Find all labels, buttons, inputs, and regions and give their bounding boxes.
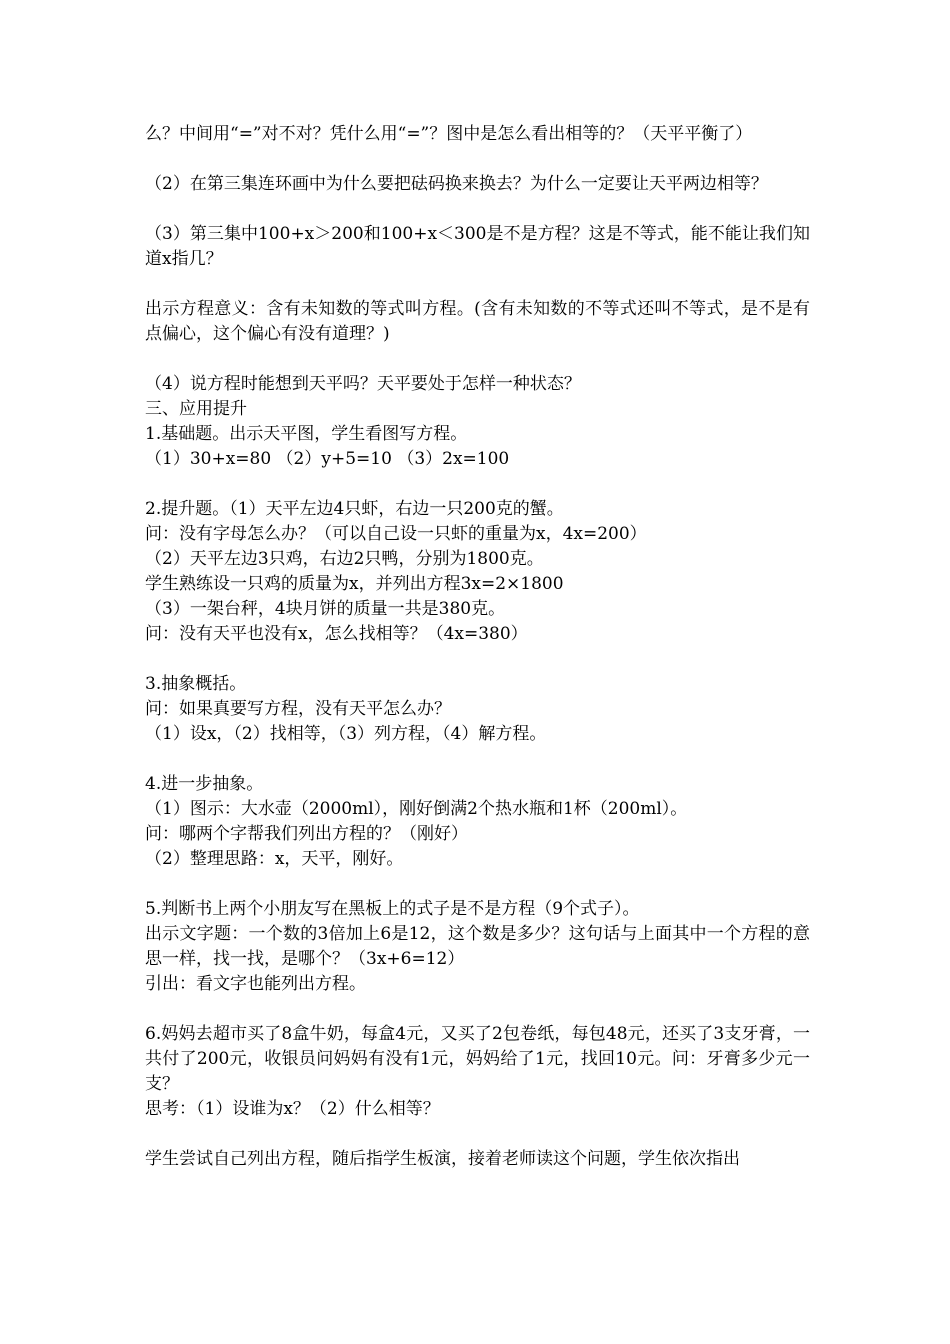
blank-line [145, 472, 810, 497]
paragraph: （2）整理思路：x，天平，刚好。 [145, 849, 404, 869]
paragraph: 问：没有字母怎么办？（可以自己设一只虾的重量为x，4x=200） [145, 524, 647, 544]
paragraph: （3）一架台秤，4块月饼的质量一共是380克。 [145, 599, 506, 619]
blank-line [145, 147, 810, 172]
blank-line [145, 747, 810, 772]
paragraph: （1）设x，（2）找相等，（3）列方程，（4）解方程。 [145, 724, 547, 744]
paragraph: 4.进一步抽象。 [145, 774, 264, 794]
paragraph: 么？中间用“=”对不对？凭什么用“=”？图中是怎么看出相等的？（天平平衡了） [145, 124, 753, 144]
paragraph: 学生尝试自己列出方程，随后指学生板演，接着老师读这个问题，学生依次指出 [145, 1149, 740, 1169]
paragraph: （1）30+x=80 （2）y+5=10 （3）2x=100 [145, 449, 510, 469]
blank-line [145, 272, 810, 297]
paragraph: 6.妈妈去超市买了8盒牛奶，每盒4元，又买了2包卷纸，每包48元，还买了3支牙膏，一共付了200元，收银员问妈妈有没有1元，妈妈给了1元，找回10元。问：牙膏多少元一支？ [145, 1024, 810, 1094]
paragraph: 引出：看文字也能列出方程。 [145, 974, 366, 994]
paragraph: 问：如果真要写方程，没有天平怎么办？ [145, 699, 451, 719]
blank-line [145, 197, 810, 222]
paragraph: 问：没有天平也没有x，怎么找相等？（4x=380） [145, 624, 528, 644]
paragraph: （4）说方程时能想到天平吗？天平要处于怎样一种状态？ [145, 374, 581, 394]
document-body [145, 122, 810, 1172]
paragraph: （2）在第三集连环画中为什么要把砝码换来换去？为什么一定要让天平两边相等？ [145, 174, 768, 194]
paragraph: （1）图示：大水壶（2000ml），刚好倒满2个热水瓶和1杯（200ml）。 [145, 799, 688, 819]
paragraph: 1.基础题。出示天平图，学生看图写方程。 [145, 424, 468, 444]
blank-line [145, 1122, 810, 1147]
paragraph: （3）第三集中100+x＞200和100+x＜300是不是方程？这是不等式，能不能让我们知道x指几？ [145, 224, 810, 269]
section-heading: 三、应用提升 [145, 399, 247, 419]
paragraph: 思考：（1）设谁为x？（2）什么相等？ [145, 1099, 440, 1119]
blank-line [145, 997, 810, 1022]
paragraph: （2）天平左边3只鸡，右边2只鸭，分别为1800克。 [145, 549, 544, 569]
blank-line [145, 872, 810, 897]
blank-line [145, 647, 810, 672]
paragraph: 问：哪两个字帮我们列出方程的？（刚好） [145, 824, 468, 844]
blank-line [145, 347, 810, 372]
paragraph: 出示文字题：一个数的3倍加上6是12，这个数是多少？这句话与上面其中一个方程的意思一样，找一找，是哪个？（3x+6=12） [145, 924, 810, 969]
paragraph: 2.提升题。（1）天平左边4只虾，右边一只200克的蟹。 [145, 499, 564, 519]
paragraph: 学生熟练设一只鸡的质量为x，并列出方程3x=2×1800 [145, 574, 564, 594]
paragraph: 5.判断书上两个小朋友写在黑板上的式子是不是方程（9个式子）。 [145, 899, 640, 919]
paragraph: 3.抽象概括。 [145, 674, 247, 694]
paragraph: 出示方程意义：含有未知数的等式叫方程。(含有未知数的不等式还叫不等式，是不是有点偏心，这个偏心有没有道理？) [145, 299, 810, 344]
